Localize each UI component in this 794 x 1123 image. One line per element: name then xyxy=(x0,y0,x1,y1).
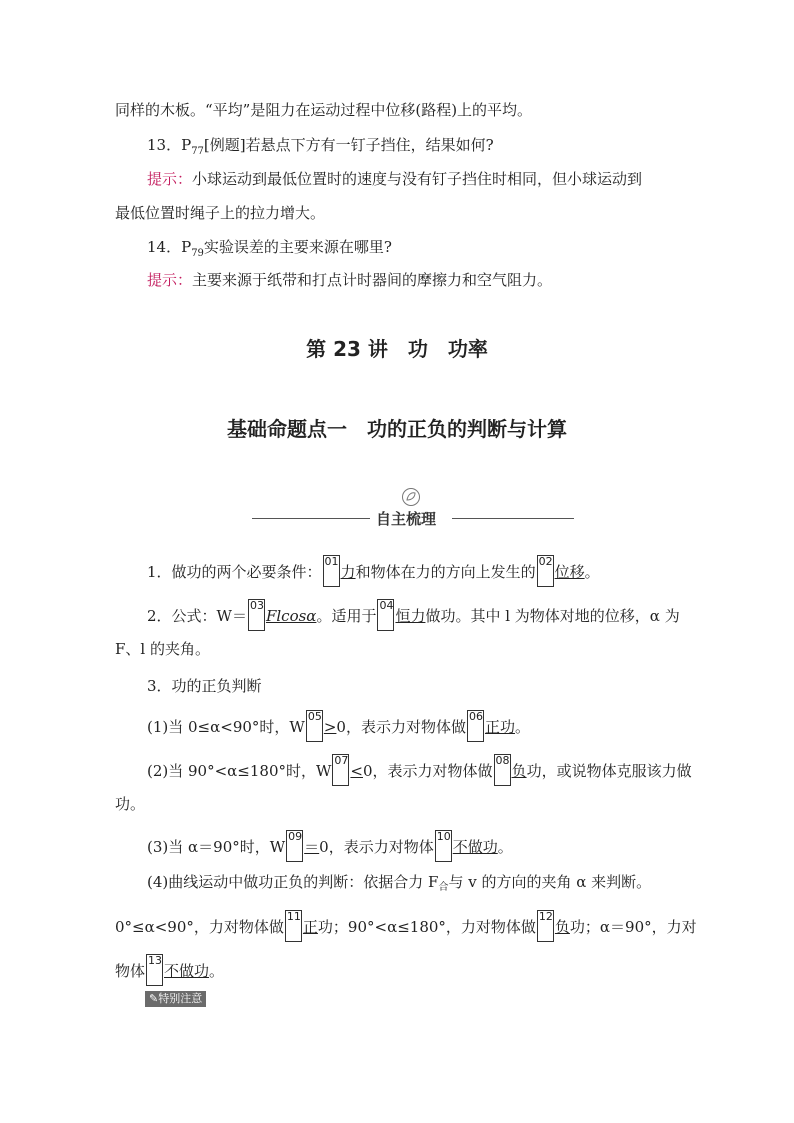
answer-01: 力 xyxy=(340,563,356,581)
q14-page: 79 xyxy=(191,248,204,259)
item1-text-b: 和物体在力的方向上发生的 xyxy=(355,563,536,581)
hint-13-line2: 最低位置时绳子上的拉力增大。 xyxy=(115,204,326,222)
item2-text-b: 。适用于 xyxy=(316,607,377,625)
sub1-text-c: 。 xyxy=(514,718,530,736)
blank-number: 04 xyxy=(379,599,394,612)
item-2-cont: F、l 的夹角。 xyxy=(115,640,210,658)
blank-box-07 xyxy=(332,754,349,786)
hint-label: 提示： xyxy=(147,271,193,289)
answer-06: 正功 xyxy=(484,718,515,736)
section-heading-self-study xyxy=(252,508,574,530)
sub1-text-a: (1)当 0≤α<90°时，W xyxy=(147,718,305,736)
blank-number: 01 xyxy=(324,555,339,568)
hint-14 xyxy=(147,270,717,290)
blank-number: 12 xyxy=(538,910,553,923)
sub3-text-a: (3)当 α＝90°时，W xyxy=(147,838,286,856)
sub2-text-b: 0，表示力对物体做 xyxy=(363,762,493,780)
answer-13: 不做功 xyxy=(164,962,210,980)
sub4-text-c: 0°≤α<90°，力对物体做 xyxy=(115,918,284,936)
answer-07: < xyxy=(350,762,363,780)
sub2-text-c: 功，或说物体克服该力做 xyxy=(526,762,692,780)
sub3-text-b: 0，表示力对物体 xyxy=(319,838,434,856)
blank-box-09 xyxy=(286,830,303,862)
hint14-text: 主要来源于纸带和打点计时器间的摩擦力和空气阻力。 xyxy=(192,271,553,289)
hint-13-line1 xyxy=(147,169,717,189)
section-heading-label: 自主梳理 xyxy=(376,510,437,528)
blank-box-03 xyxy=(248,599,265,631)
sub4-subscript: 合 xyxy=(438,882,449,893)
hint13-text-a: 小球运动到最低位置时的速度与没有钉子挡住时相同，但小球运动到 xyxy=(192,170,643,188)
answer-02: 位移 xyxy=(554,563,585,581)
item-3: 3．功的正负判断 xyxy=(147,677,262,695)
blank-number: 05 xyxy=(307,710,322,723)
sub-4-line2 xyxy=(115,910,697,942)
sub-3 xyxy=(147,830,717,862)
blank-number: 13 xyxy=(148,954,163,967)
answer-08: 负 xyxy=(511,762,527,780)
sub4-text-e: 功；α＝90°，力对 xyxy=(569,918,697,936)
blank-number: 10 xyxy=(436,830,451,843)
blank-box-01 xyxy=(323,555,340,587)
sub4-text-b: 与 v 的方向的夹角 α 来判断。 xyxy=(448,873,652,891)
blank-number: 11 xyxy=(286,910,301,923)
blank-number: 07 xyxy=(334,754,349,767)
sub4-text-a: (4)曲线运动中做功正负的判断：依据合力 F xyxy=(147,873,439,891)
question-13 xyxy=(147,135,717,162)
item2-text-a: 2．公式：W＝ xyxy=(147,607,247,625)
sub3-text-c: 。 xyxy=(497,838,513,856)
blank-number: 03 xyxy=(249,599,264,612)
answer-12: 负 xyxy=(554,918,570,936)
sub4-text-g: 。 xyxy=(209,962,225,980)
item1-text-c: 。 xyxy=(584,563,600,581)
line-continuation: 同样的木板。“平均”是阻力在运动过程中位移(路程)上的平均。 xyxy=(115,101,533,119)
q14-prefix: 14．P xyxy=(147,238,192,256)
blank-number: 06 xyxy=(468,710,483,723)
sub-4-line3 xyxy=(115,954,685,986)
item-1 xyxy=(147,555,717,587)
blank-number: 08 xyxy=(495,754,510,767)
blank-box-12 xyxy=(537,910,554,942)
item1-text-a: 1．做功的两个必要条件： xyxy=(147,563,322,581)
section-title: 基础命题点一 功的正负的判断与计算 xyxy=(227,417,567,441)
q13-prefix: 13．P xyxy=(147,136,192,154)
blank-number: 02 xyxy=(538,555,553,568)
sub-4 xyxy=(147,872,717,898)
sub-2 xyxy=(147,754,717,786)
answer-04: 恒力 xyxy=(395,607,426,625)
answer-09: ＝ xyxy=(304,838,320,856)
blank-number: 09 xyxy=(288,830,303,843)
answer-05: > xyxy=(323,718,337,736)
question-14 xyxy=(147,237,717,264)
lecture-title: 第 23 讲 功 功率 xyxy=(306,337,488,361)
answer-10: 不做功 xyxy=(452,838,498,856)
answer-11: 正 xyxy=(302,918,318,936)
divider-left xyxy=(252,518,370,519)
q14-text: 实验误差的主要来源在哪里? xyxy=(203,238,392,256)
blank-box-10 xyxy=(435,830,452,862)
blank-box-11 xyxy=(285,910,302,942)
hint-label: 提示： xyxy=(147,170,193,188)
item-2 xyxy=(147,599,717,631)
blank-box-04 xyxy=(377,599,394,631)
sub2-text-a: (2)当 90°<α≤180°时，W xyxy=(147,762,332,780)
answer-03: Flcosα xyxy=(265,607,317,625)
q13-text: [例题]若悬点下方有一钉子挡住，结果如何? xyxy=(203,136,494,154)
item2-text-c: 做功。其中 l 为物体对地的位移，α 为 xyxy=(425,607,680,625)
sub4-text-f: 物体 xyxy=(115,962,146,980)
leaf-badge-icon xyxy=(401,487,421,507)
divider-right xyxy=(452,518,574,519)
blank-box-06 xyxy=(467,710,484,742)
special-note-label: ✎特别注意 xyxy=(145,991,206,1007)
blank-box-13 xyxy=(146,954,163,986)
blank-box-02 xyxy=(537,555,554,587)
q13-page: 77 xyxy=(191,146,204,157)
blank-box-05 xyxy=(306,710,323,742)
sub1-text-b: 0，表示力对物体做 xyxy=(336,718,466,736)
sub-1 xyxy=(147,710,717,742)
sub-2-cont: 功。 xyxy=(115,795,146,813)
sub4-text-d: 功；90°<α≤180°，力对物体做 xyxy=(317,918,536,936)
blank-box-08 xyxy=(494,754,511,786)
